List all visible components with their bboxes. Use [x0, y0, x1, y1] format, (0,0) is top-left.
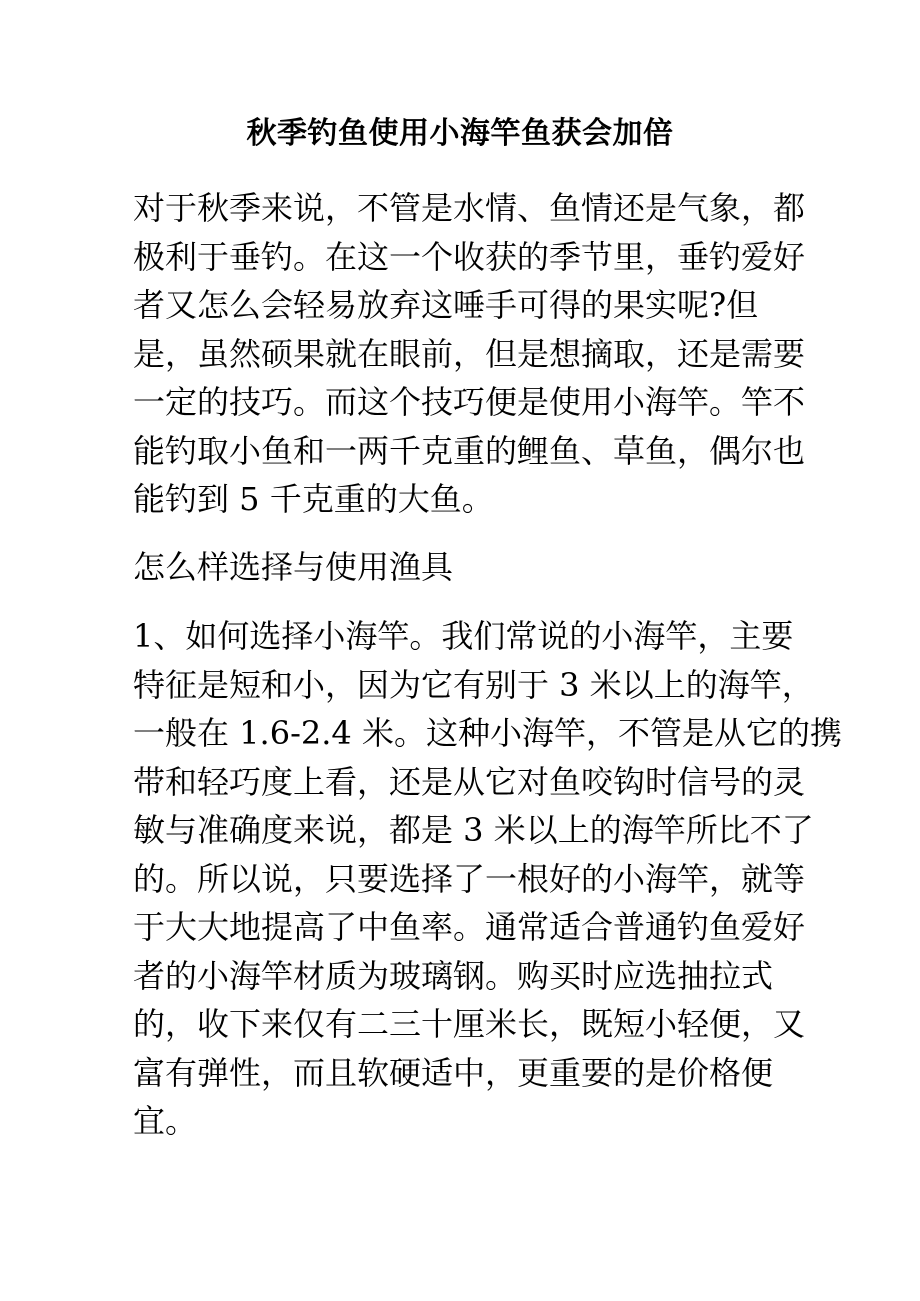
paragraph-intro: [133, 184, 806, 524]
text-line: 一般在 1.6-2.4 米。这种小海竿，不管是从它的携: [133, 714, 842, 752]
text-line: 1、如何选择小海竿。我们常说的小海竿，主要: [133, 617, 794, 655]
paragraph-rod-selection: [133, 612, 842, 1146]
text-line: 者又怎么会轻易放弃这唾手可得的果实呢?但: [133, 286, 759, 324]
text-line: 带和轻巧度上看，还是从它对鱼咬钩时信号的灵: [133, 762, 806, 801]
text-line: 极利于垂钓。在这一个收获的季节里，垂钓爱好: [133, 237, 806, 276]
text-line: 能钓取小鱼和一两千克重的鲤鱼、草鱼，偶尔也: [133, 431, 806, 470]
text-line: 富有弹性，而且软硬适中，更重要的是价格便: [133, 1053, 774, 1092]
text-line: 一定的技巧。而这个技巧便是使用小海竿。竿不: [133, 383, 806, 421]
document-title: 秋季钓鱼使用小海竿鱼获会加倍: [246, 116, 674, 151]
text-line: 宜。: [133, 1102, 198, 1140]
text-line: 能钓到 5 千克重的大鱼。: [133, 480, 494, 518]
text-line: 于大大地提高了中鱼率。通常适合普通钓鱼爱好: [133, 908, 806, 946]
text-line: 者的小海竿材质为玻璃钢。购买时应选抽拉式: [133, 956, 774, 995]
text-line: 的。所以说，只要选择了一根好的小海竿，就等: [133, 859, 806, 898]
section-heading: [133, 543, 793, 592]
text-line: 是，虽然硕果就在眼前，但是想摘取，还是需要: [133, 334, 806, 373]
text-line: 敏与准确度来说，都是 3 米以上的海竿所比不了: [133, 811, 814, 849]
text-line: 对于秋季来说，不管是水情、鱼情还是气象，都: [133, 189, 806, 227]
text-line: 的，收下来仅有二三十厘米长，既短小轻便，又: [133, 1005, 806, 1043]
text-line: 特征是短和小，因为它有别于 3 米以上的海竿，: [133, 665, 814, 704]
text-line: 怎么样选择与使用渔具: [133, 548, 454, 586]
